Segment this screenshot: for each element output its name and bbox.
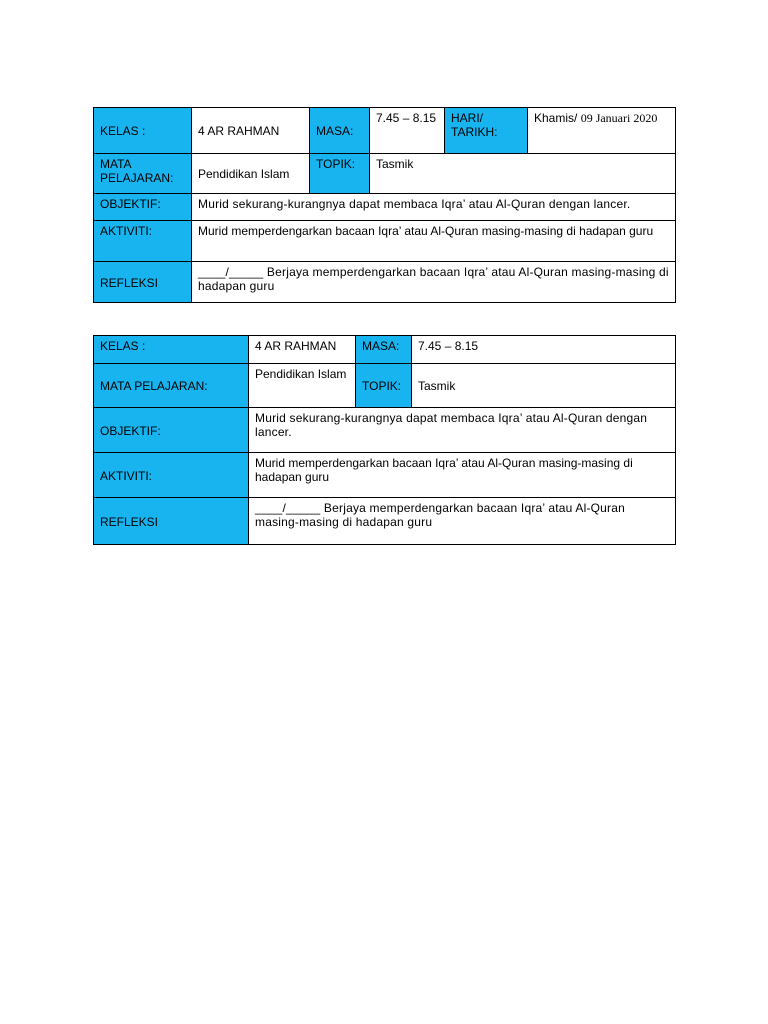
topik-value: Tasmik: [412, 364, 676, 408]
hari-value: Khamis/: [534, 111, 581, 125]
row-kelas: [94, 336, 676, 364]
lesson-plan-table-1: [93, 107, 676, 303]
topik-value: Tasmik: [370, 154, 676, 194]
row-aktiviti: [94, 453, 676, 498]
aktiviti-label: AKTIVITI:: [94, 221, 192, 262]
mata-pelajaran-value: Pendidikan Islam: [192, 154, 310, 194]
masa-label: MASA:: [310, 108, 370, 154]
refleksi-value: ____/_____ Berjaya memperdengarkan bacaan Iqra’ atau Al-Quran masing-masing di hadapan guru: [249, 498, 676, 545]
row-aktiviti: [94, 221, 676, 262]
hari-tarikh-value: [528, 108, 676, 154]
topik-label: TOPIK:: [356, 364, 412, 408]
refleksi-label: REFLEKSI: [94, 262, 192, 303]
mata-pelajaran-value: Pendidikan Islam: [249, 364, 356, 408]
row-objektif: [94, 408, 676, 453]
kelas-value: 4 AR RAHMAN: [249, 336, 356, 364]
kelas-label: KELAS :: [94, 108, 192, 154]
mata-pelajaran-label: MATA PELAJARAN:: [94, 154, 192, 194]
topik-label: TOPIK:: [310, 154, 370, 194]
objektif-label: OBJEKTIF:: [94, 194, 192, 221]
masa-value: 7.45 – 8.15: [412, 336, 676, 364]
objektif-label: OBJEKTIF:: [94, 408, 249, 453]
row-refleksi: [94, 498, 676, 545]
row-objektif: [94, 194, 676, 221]
objektif-value: Murid sekurang-kurangnya dapat membaca Iqra’ atau Al-Quran dengan lancer.: [192, 194, 676, 221]
mata-pelajaran-label: MATA PELAJARAN:: [94, 364, 249, 408]
kelas-label: KELAS :: [94, 336, 249, 364]
refleksi-value: ____/_____ Berjaya memperdengarkan bacaan Iqra’ atau Al-Quran masing-masing di hadapan guru: [192, 262, 676, 303]
aktiviti-value: Murid memperdengarkan bacaan Iqra’ atau Al-Quran masing-masing di hadapan guru: [249, 453, 676, 498]
objektif-value: Murid sekurang-kurangnya dapat membaca Iqra’ atau Al-Quran dengan lancer.: [249, 408, 676, 453]
lesson-plan-table-2: [93, 335, 676, 545]
masa-label: MASA:: [356, 336, 412, 364]
aktiviti-value: Murid memperdengarkan bacaan Iqra’ atau Al-Quran masing-masing di hadapan guru: [192, 221, 676, 262]
aktiviti-label: AKTIVITI:: [94, 453, 249, 498]
row-refleksi: [94, 262, 676, 303]
row-mata-pelajaran: [94, 154, 676, 194]
refleksi-label: REFLEKSI: [94, 498, 249, 545]
tarikh-value: 09 Januari 2020: [580, 111, 658, 125]
row-kelas: [94, 108, 676, 154]
hari-tarikh-label: HARI/ TARIKH:: [445, 108, 528, 154]
row-mata-pelajaran: [94, 364, 676, 408]
masa-value: 7.45 – 8.15: [370, 108, 445, 154]
kelas-value: 4 AR RAHMAN: [192, 108, 310, 154]
